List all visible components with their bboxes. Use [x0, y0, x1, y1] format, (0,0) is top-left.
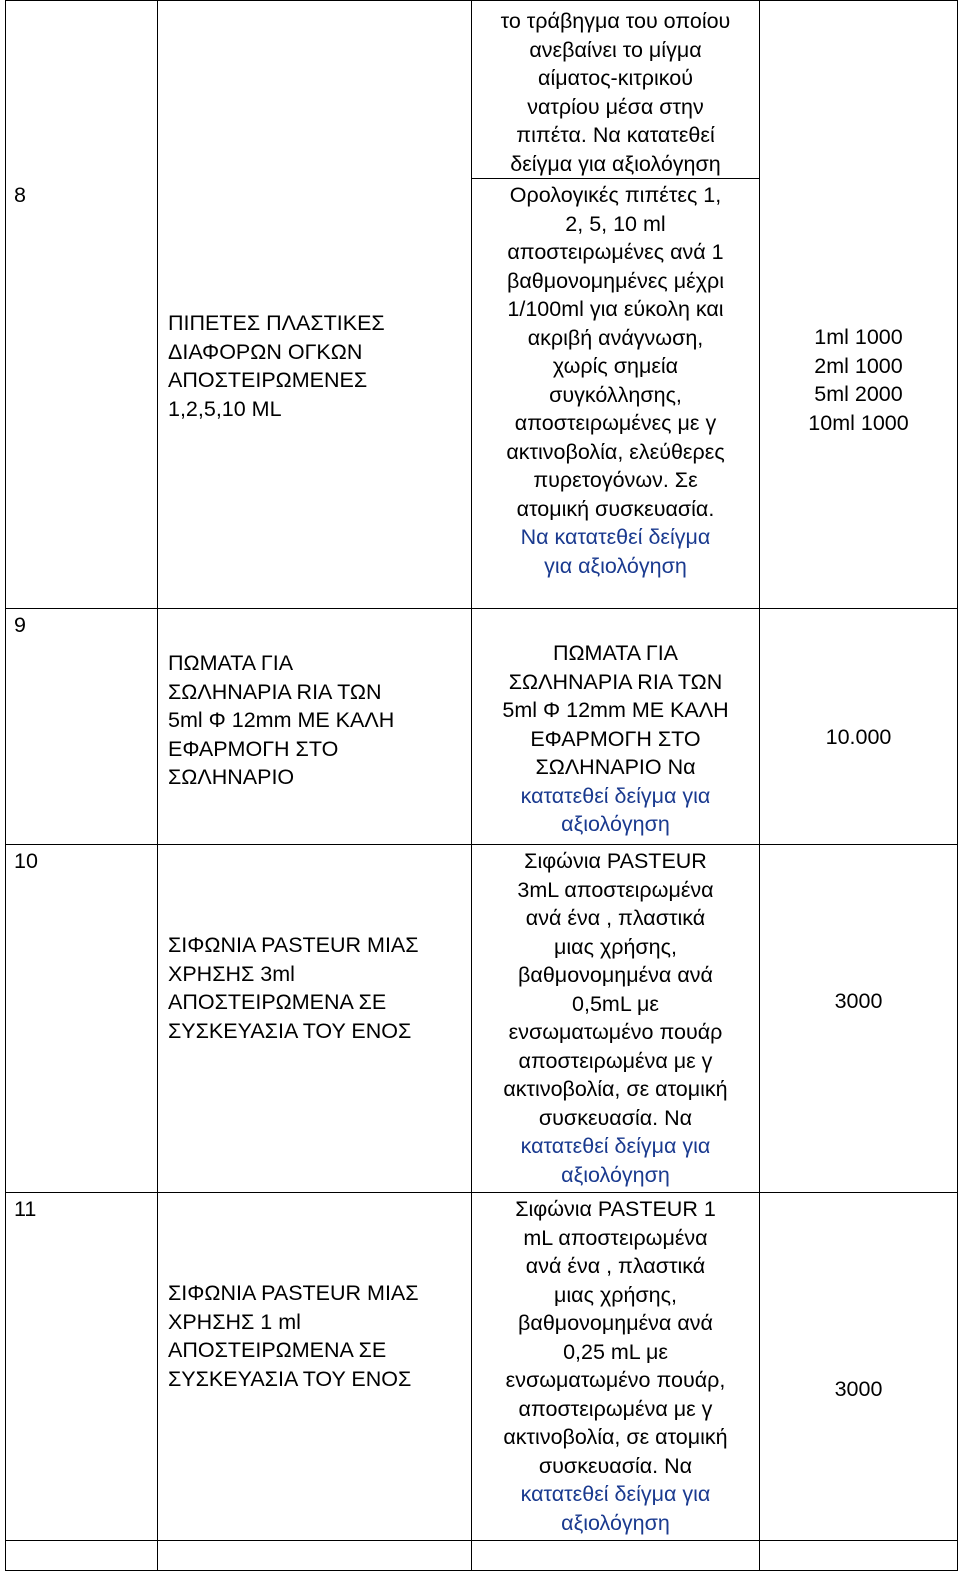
procurement-table — [5, 0, 958, 1571]
description-line: για αξιολόγηση — [544, 553, 687, 578]
description-line: ακριβή ανάγνωση, — [527, 325, 704, 350]
description-line: αποστειρωμένες ανά 1 — [507, 240, 724, 264]
item-description-cell — [472, 1, 760, 179]
item-name-line: 5ml Φ 12mm ΜΕ ΚΑΛΗ — [168, 708, 395, 732]
item-name-line: ΣΩΛΗΝΑΡΙΑ RIA ΤΩΝ — [168, 679, 382, 704]
description-line: 0,5mL με — [572, 991, 659, 1016]
description-line: κατατεθεί δείγμα για — [520, 783, 711, 808]
description-line: mL αποστειρωμένα — [523, 1225, 708, 1250]
item-name-cell — [158, 1193, 472, 1541]
table-row — [6, 1193, 958, 1541]
item-name-line: ΠΙΠΕΤΕΣ ΠΛΑΣΤΙΚΕΣ — [168, 311, 385, 335]
quantity-line: 2ml 1000 — [814, 353, 903, 378]
item-name-line: ΣΙΦΩΝΙΑ PASTEUR ΜΙΑΣ — [168, 933, 419, 957]
item-number-cell — [6, 609, 158, 845]
item-number: 10 — [14, 849, 38, 873]
item-name-cell — [158, 845, 472, 1193]
empty-cell — [472, 1541, 760, 1571]
table-row — [6, 1541, 958, 1571]
item-number-cell — [6, 845, 158, 1193]
item-quantity-cell — [760, 1193, 958, 1541]
item-quantity-cell — [760, 609, 958, 845]
item-name-line: ΠΩΜΑΤΑ ΓΙΑ — [168, 651, 294, 675]
description-line: Σιφώνια PASTEUR — [524, 849, 707, 873]
empty-cell — [158, 1541, 472, 1571]
item-description-cell — [472, 609, 760, 845]
description-line: 2, 5, 10 ml — [565, 211, 666, 236]
description-line: κατατεθεί δείγμα για — [520, 1482, 711, 1506]
item-description-cell — [472, 179, 760, 609]
description-line: συσκευασία. Να — [538, 1453, 693, 1478]
description-line: βαθμονομημένες μέχρι — [506, 268, 725, 293]
item-quantity-cell — [760, 1, 958, 609]
description-line: ενσωματωμένο πουάρ, — [505, 1368, 726, 1392]
item-description-cell — [472, 1193, 760, 1541]
table-row — [6, 845, 958, 1193]
item-name-cell — [158, 609, 472, 845]
description-line: ακτινοβολία, σε ατομική — [503, 1425, 728, 1449]
item-name-line: ΣΥΣΚΕΥΑΣΙΑ ΤΟΥ ΕΝΟΣ — [168, 1366, 412, 1391]
description-line: 5ml Φ 12mm ΜΕ ΚΑΛΗ — [502, 698, 729, 722]
item-name-line: ΣΩΛΗΝΑΡΙΟ — [168, 765, 295, 789]
description-line: αποστειρωμένα με γ — [518, 1048, 713, 1073]
description-line: Σιφώνια PASTEUR 1 — [515, 1197, 716, 1221]
quantity-line: 3000 — [834, 989, 883, 1013]
empty-cell — [760, 1541, 958, 1571]
item-number: 9 — [14, 613, 26, 637]
description-line: ΣΩΛΗΝΑΡΙΑ RIA ΤΩΝ — [508, 669, 723, 694]
description-line: το τράβηγμα του οποίου — [500, 9, 731, 33]
quantity-line: 10.000 — [825, 725, 892, 749]
item-name-cell — [158, 1, 472, 609]
description-line: μιας χρήσης, — [554, 1282, 677, 1307]
description-line: ακτινοβολία, ελεύθερες — [506, 439, 725, 464]
item-name-line: ΧΡΗΣΗΣ 1 ml — [168, 1309, 301, 1334]
empty-cell — [6, 1541, 158, 1571]
description-line: κατατεθεί δείγμα για — [520, 1134, 711, 1158]
item-name-line: ΔΙΑΦΟΡΩΝ ΟΓΚΩΝ — [168, 339, 363, 364]
item-number-cell — [6, 1, 158, 609]
item-name-line: ΑΠΟΣΤΕΙΡΩΜΕΝΕΣ — [168, 368, 368, 392]
description-line: Να κατατεθεί δείγμα — [520, 525, 711, 549]
description-line: ατομική συσκευασία. — [516, 496, 715, 521]
table-row — [6, 609, 958, 845]
description-line: δείγμα για αξιολόγηση — [510, 151, 721, 176]
description-line: μιας χρήσης, — [554, 934, 677, 959]
description-line: πυρετογόνων. Σε — [533, 468, 698, 492]
description-line: νατρίου μέσα στην — [527, 94, 704, 119]
description-line: αξιολόγηση — [561, 1510, 670, 1535]
description-line: ανά ένα , πλαστικά — [525, 1254, 706, 1278]
item-name-line: ΣΙΦΩΝΙΑ PASTEUR ΜΙΑΣ — [168, 1281, 419, 1305]
description-line: βαθμονομημένα ανά — [518, 1311, 713, 1335]
description-line: ΠΩΜΑΤΑ ΓΙΑ — [552, 641, 679, 665]
description-line: ενσωματωμένο πουάρ — [508, 1020, 723, 1044]
item-number-cell — [6, 1193, 158, 1541]
description-line: 3mL αποστειρωμένα — [517, 877, 714, 902]
item-name-line: ΣΥΣΚΕΥΑΣΙΑ ΤΟΥ ΕΝΟΣ — [168, 1018, 412, 1043]
description-line: χωρίς σημεία — [552, 354, 679, 378]
item-number: 11 — [14, 1197, 37, 1221]
description-line: αξιολόγηση — [561, 812, 670, 836]
item-name-line: ΑΠΟΣΤΕΙΡΩΜΕΝΑ ΣΕ — [168, 1338, 387, 1362]
item-name-line: ΧΡΗΣΗΣ 3ml — [168, 961, 295, 986]
item-quantity-cell — [760, 845, 958, 1193]
item-name-line: ΕΦΑΡΜΟΓΗ ΣΤΟ — [168, 736, 339, 761]
quantity-line: 10ml 1000 — [808, 410, 909, 435]
description-line: ΕΦΑΡΜΟΓΗ ΣΤΟ — [530, 726, 701, 751]
item-number: 8 — [14, 183, 26, 207]
description-line: συγκόλλησης, — [549, 382, 682, 407]
item-name-line: 1,2,5,10 ML — [168, 396, 282, 421]
description-line: αποστειρωμένες με γ — [514, 411, 717, 435]
item-description-cell — [472, 845, 760, 1193]
table-row — [6, 1, 958, 179]
description-line: ανεβαίνει το μίγμα — [529, 37, 702, 62]
description-line: Ορολογικές πιπέτες 1, — [509, 183, 722, 207]
item-name-line: ΑΠΟΣΤΕΙΡΩΜΕΝΑ ΣΕ — [168, 990, 387, 1014]
quantity-line: 5ml 2000 — [814, 382, 903, 406]
quantity-line: 3000 — [834, 1377, 883, 1401]
description-line: αίματος-κιτρικού — [538, 66, 693, 90]
description-line: πιπέτα. Να κατατεθεί — [516, 123, 715, 147]
description-line: αξιολόγηση — [561, 1162, 670, 1187]
description-line: ανά ένα , πλαστικά — [525, 906, 706, 930]
description-line: ΣΩΛΗΝΑΡΙΟ Να — [535, 755, 696, 779]
description-line: αποστειρωμένα με γ — [518, 1396, 713, 1421]
description-line: συσκευασία. Να — [538, 1105, 693, 1130]
description-line: ακτινοβολία, σε ατομική — [503, 1077, 728, 1101]
description-line: 0,25 mL με — [563, 1339, 668, 1364]
description-line: 1/100ml για εύκολη και — [507, 297, 724, 321]
quantity-line: 1ml 1000 — [814, 325, 903, 349]
description-line: βαθμονομημένα ανά — [518, 963, 713, 987]
